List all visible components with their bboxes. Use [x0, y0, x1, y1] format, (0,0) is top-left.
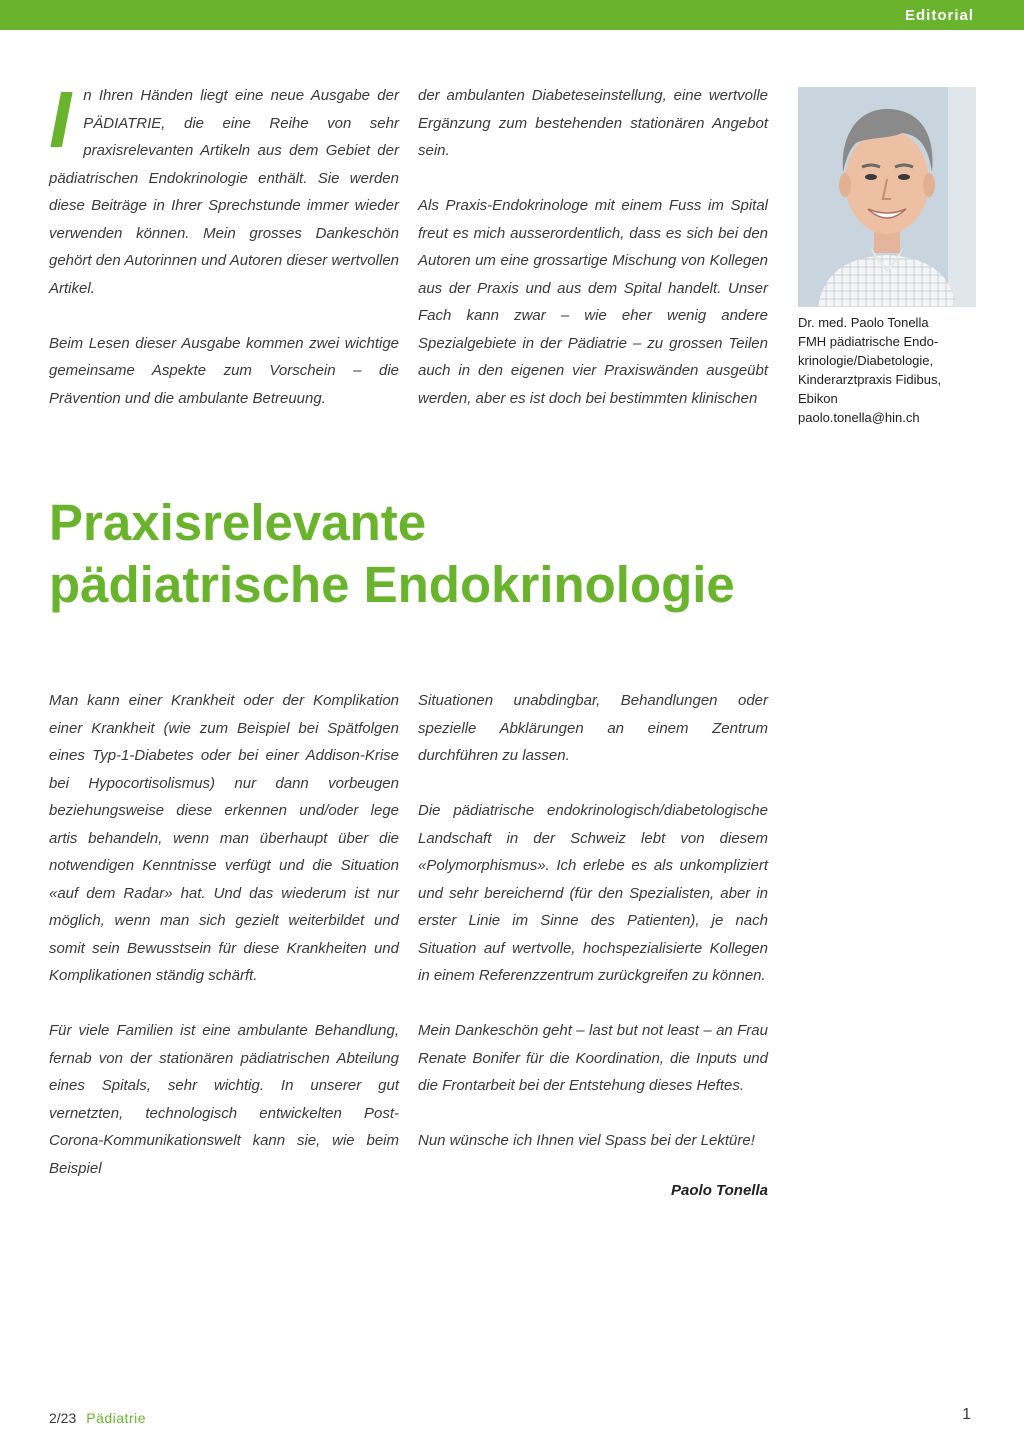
body-paragraph: Man kann einer Krankheit oder der Komplikation einer Krankheit (wie zum Beispiel bei Spätfolgen eines Typ-1-Diabetes oder bei einer Addison-Krise bei Hypocortisolismus) nur dann vorbeugen beziehungsweise diese erkennen und/oder lege artis behandeln, wenn man überhaupt über die notwendigen Kenntnisse verfügt und die Situation «auf dem Radar» hat. Und das wiederum ist nur möglich, wenn man sich gezielt weiterbildet und somit sein Bewusstsein für diese Krankheiten und Komplikationen ständig schärft.	[49, 692, 399, 984]
intro-column-2	[418, 82, 768, 412]
author-email: paolo.tonella@hin.ch	[798, 410, 920, 425]
intro-paragraph: der ambulanten Diabeteseinstellung, eine wertvolle Ergänzung zum bestehenden stationären Angebot sein.	[418, 87, 768, 159]
body-column-2	[418, 687, 768, 1155]
author-practice: Kinderarztpraxis Fidibus,	[798, 372, 942, 387]
body-paragraph: Für viele Familien ist eine ambulante Behandlung, fernab von der stationären pädiatrischen Abteilung eines Spitals, sehr wichtig. In unserer gut vernetzten, technologisch entwickelten Post-Corona-Kommunikationswelt kann sie, wie beim Beispiel	[49, 1022, 399, 1177]
author-caption	[798, 313, 988, 427]
footer-issue	[49, 1410, 146, 1426]
body-paragraph: Mein Dankeschön geht – last but not least – an Frau Renate Bonifer für die Koordination, die Inputs und die Frontarbeit bei der Entstehung dieses Heftes.	[418, 1022, 768, 1094]
header-bar	[0, 0, 1024, 30]
author-title: krinologie/Diabetologie,	[798, 353, 934, 368]
author-name: Dr. med. Paolo Tonella	[798, 315, 929, 330]
author-location: Ebikon	[798, 391, 838, 406]
signature: Paolo Tonella	[671, 1182, 768, 1199]
article-title-line-1: Praxisrelevante	[49, 494, 427, 551]
body-column-1	[49, 687, 399, 1182]
intro-paragraph: Als Praxis-Endokrinologe mit einem Fuss im Spital freut es mich ausserordentlich, dass es sich bei den Autoren um eine grossartige Mischung von Kollegen aus der Praxis und aus dem Spital handelt. Unser Fach kann zwar – wie eher wenig andere Spezialgebiete in der Pädiatrie – zu grossen Teilen auch in den eigenen vier Praxiswänden ausgeübt werden, aber es ist doch bei bestimmten klinischen	[418, 197, 768, 407]
page-number: 1	[962, 1406, 971, 1423]
article-title-line-2: pädiatrische Endokrinologie	[49, 556, 735, 613]
author-title: FMH pädiatrische Endo-	[798, 334, 939, 349]
magazine-name: Pädiatrie	[86, 1410, 147, 1426]
section-label: Editorial	[904, 7, 974, 24]
issue-number: 2/23	[49, 1410, 77, 1426]
intro-paragraph: In Ihren Händen liegt eine neue Ausgabe der PÄDIATRIE, die eine Reihe von sehr praxisrelevanten Artikeln aus dem Gebiet der pädiatrischen Endokrinologie enthält. Sie werden diese Beiträge in Ihrer Sprechstunde immer wieder verwenden können. Mein grosses Dankeschön gehört den Autorinnen und Autoren dieser wertvollen Artikel.	[49, 75, 399, 297]
body-paragraph: Situationen unabdingbar, Behandlungen oder spezielle Abklärungen an einem Zentrum durchführen zu lassen.	[418, 692, 768, 764]
article-title	[49, 492, 949, 616]
author-photo	[798, 87, 976, 307]
body-paragraph: Nun wünsche ich Ihnen viel Spass bei der Lektüre!	[418, 1132, 755, 1149]
intro-paragraph: Beim Lesen dieser Ausgabe kommen zwei wichtige gemeinsame Aspekte zum Vorschein – die Prävention und die ambulante Betreuung.	[49, 334, 399, 407]
body-paragraph: Die pädiatrische endokrinologisch/diabetologische Landschaft in der Schweiz lebt von diesem «Polymorphismus». Ich erlebe es als unkompliziert und sehr bereichernd (für den Spezialisten, aber in erster Linie im Sinne des Patienten), je nach Situation auf wertvolle, hochspezialisierte Kollegen in einem Referenzzentrum zurückgreifen zu können.	[418, 802, 768, 984]
drop-cap: I	[49, 75, 72, 164]
intro-column-1	[49, 75, 399, 412]
